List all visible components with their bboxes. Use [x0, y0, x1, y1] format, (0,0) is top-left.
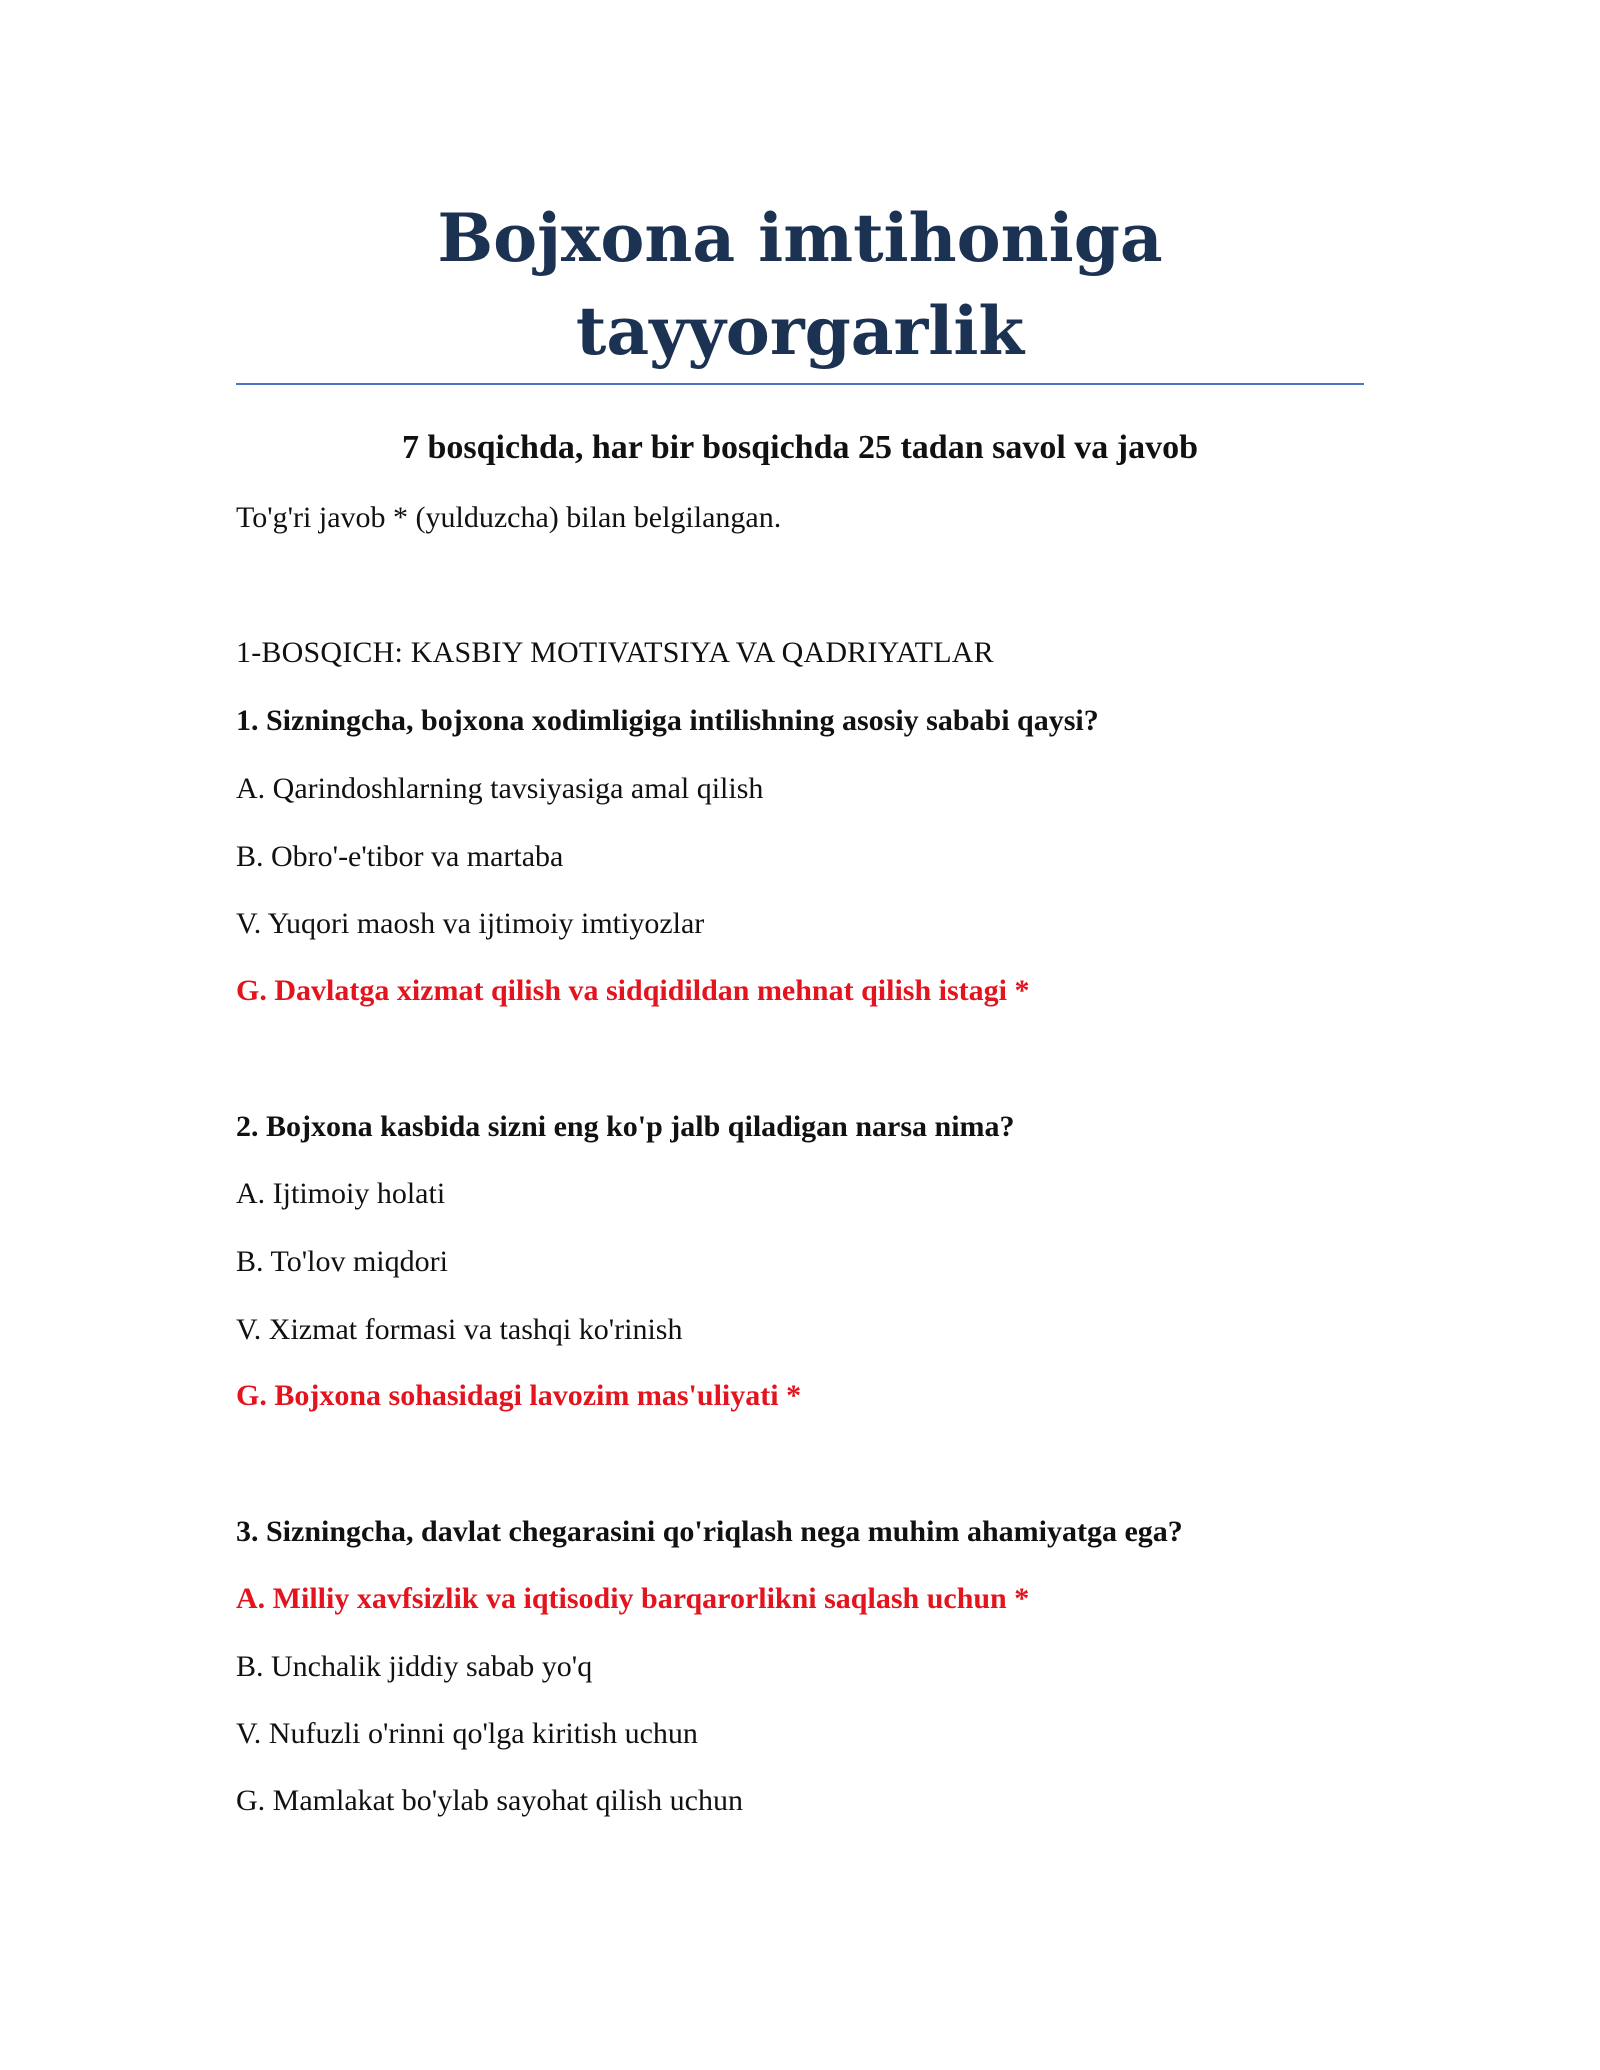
answer-option: B. Obro'-e'tibor va martaba: [236, 840, 564, 873]
stage-heading: 1-BOSQICH: KASBIY MOTIVATSIYA VA QADRIYATLAR: [236, 636, 994, 669]
answer-option: B. Unchalik jiddiy sabab yo'q: [236, 1650, 593, 1683]
correct-answer-option: G. Bojxona sohasidagi lavozim mas'uliyati *: [236, 1379, 802, 1412]
document-title: [236, 192, 1364, 378]
answer-option: A. Ijtimoiy holati: [236, 1177, 446, 1210]
answer-option: B. To'lov miqdori: [236, 1245, 448, 1278]
answer-option: V. Nufuzli o'rinni qo'lga kiritish uchun: [236, 1717, 698, 1750]
answer-option: A. Qarindoshlarning tavsiyasiga amal qilish: [236, 772, 764, 805]
correct-answer-option: G. Davlatga xizmat qilish va sidqidildan mehnat qilish istagi *: [236, 974, 1030, 1007]
answer-option: G. Mamlakat bo'ylab sayohat qilish uchun: [236, 1784, 743, 1817]
question-text: 2. Bojxona kasbida sizni eng ko'p jalb qiladigan narsa nima?: [236, 1110, 1015, 1143]
title-line-1: Bojxona imtihoniga: [437, 199, 1163, 277]
answer-key-note: To'g'ri javob * (yulduzcha) bilan belgilangan.: [236, 501, 782, 534]
document-subtitle: 7 bosqichda, har bir bosqichda 25 tadan savol va javob: [401, 429, 1199, 466]
title-line-2: tayyorgarlik: [575, 292, 1025, 370]
title-divider: [236, 383, 1364, 385]
question-text: 3. Sizningcha, davlat chegarasini qo'riqlash nega muhim ahamiyatga ega?: [236, 1515, 1183, 1548]
correct-answer-option: A. Milliy xavfsizlik va iqtisodiy barqarorlikni saqlash uchun *: [236, 1582, 1030, 1615]
answer-option: V. Yuqori maosh va ijtimoiy imtiyozlar: [236, 907, 705, 940]
answer-option: V. Xizmat formasi va tashqi ko'rinish: [236, 1313, 683, 1346]
question-text: 1. Sizningcha, bojxona xodimligiga intilishning asosiy sababi qaysi?: [236, 704, 1099, 737]
